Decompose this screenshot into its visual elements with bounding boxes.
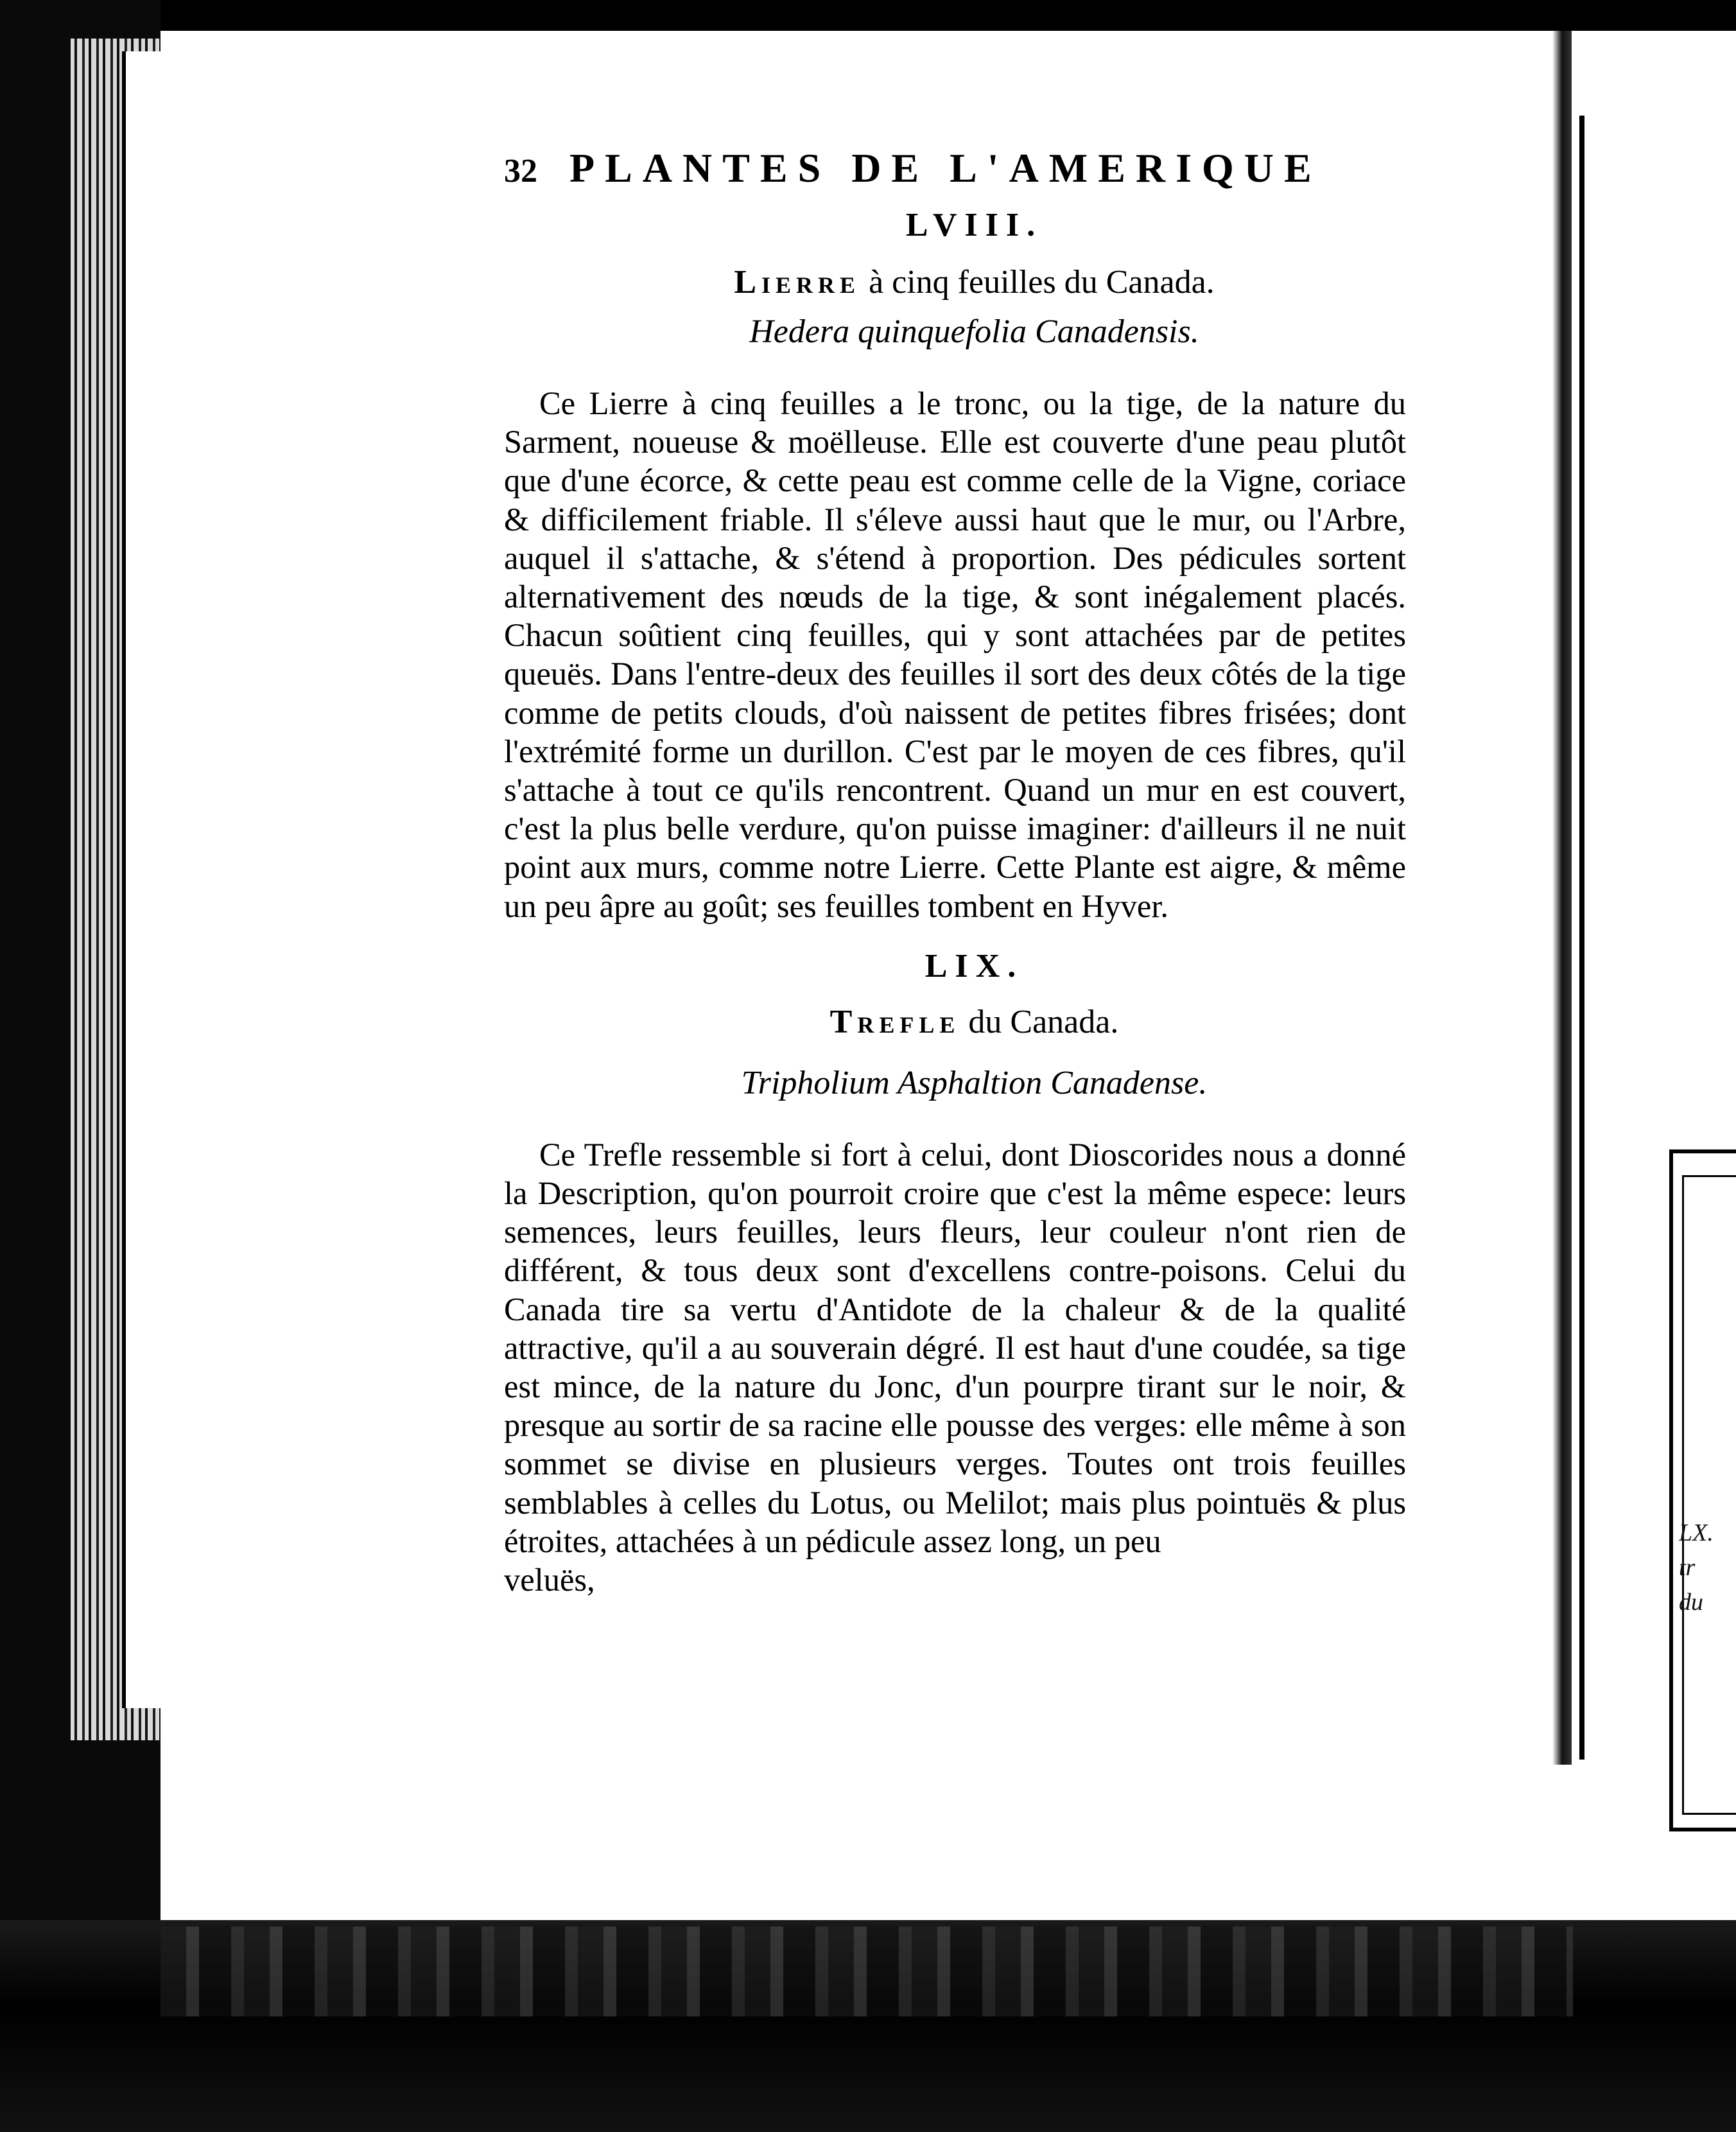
entry-latin-name: Hedera quinquefolia Canadensis. bbox=[749, 313, 1199, 350]
entry-numeral: LIX. bbox=[924, 947, 1024, 984]
page-number: 32 bbox=[504, 153, 537, 189]
entry-name-rest: à cinq feuilles du Canada. bbox=[860, 264, 1215, 301]
page-text-block bbox=[504, 138, 1406, 1599]
scan-bottom-noise bbox=[161, 1927, 1573, 2016]
plate-caption-line: LX. bbox=[1679, 1519, 1714, 1546]
plate-caption-line: tr bbox=[1679, 1554, 1696, 1581]
entry-name-rest: du Canada. bbox=[960, 1003, 1119, 1040]
book-gutter bbox=[1552, 31, 1572, 1765]
entry-name-smallcaps: Trefle bbox=[829, 1003, 960, 1040]
entry-name-smallcaps: Lierre bbox=[734, 264, 861, 301]
book-inner-margin bbox=[122, 51, 164, 1708]
running-title: PLANTES DE L'AMERIQUE bbox=[569, 145, 1322, 191]
plate-frame-inner bbox=[1682, 1175, 1736, 1815]
plate-caption bbox=[1679, 1516, 1736, 1620]
catchword: veluës, bbox=[504, 1562, 595, 1598]
entry-paragraph: Ce Trefle ressemble si fort à celui, dont Dioscorides nous a donné la Description, qu'on pourroit croire que c'est la même espece: leurs semences, leurs feuilles, leurs fleurs, leur couleur n'ont rien de différent, & tous deux sont d'excellens contre-poisons. Celui du Canada tire sa vertu d'Antidote de la chaleur & de la qualité attractive, qu'il a au souverain dégré. Il est haut d'une coudée, sa tige est mince, de la nature du Jonc, d'un pourpre tirant sur le noir, & presque au sortir de sa racine elle pousse des verges: elle même à son sommet se divise en plusieurs verges. Toutes ont trois feuilles semblables à celles du Lotus, ou Melilot; mais plus pointuës & plus étroites, attachées à un pédicule assez long, un peu bbox=[504, 1136, 1406, 1559]
plate-caption-line: du bbox=[1679, 1589, 1703, 1616]
gutter-shadow bbox=[1579, 116, 1584, 1760]
entry-numeral: LVIII. bbox=[905, 207, 1043, 243]
running-head bbox=[504, 144, 1406, 192]
entry-name bbox=[542, 263, 1406, 301]
scan-top-edge bbox=[0, 0, 1736, 31]
entry-description bbox=[504, 384, 1406, 925]
entry-paragraph: Ce Lierre à cinq feuilles a le tronc, ou la tige, de la nature du Sarment, noueuse & moëlleuse. Elle est couverte d'une peau plutôt que d'une écorce, & cette peau est comme celle de la Vigne, coriace & difficilement friable. Il s'éleve aussi haut que le mur, ou l'Arbre, auquel il s'attache, & s'étend à proportion. Des pédicules sortent alternativement des nœuds de la tige, & sont inégalement placés. Chacun soûtient cinq feuilles, qui y sont attachées par de petites queuës. Dans l'entre-deux des feuilles il sort des deux côtés de la tige comme de petits clouds, d'où naissent de petites fibres frisées; dont l'extrémité forme un durillon. C'est par le moyen de ces fibres, qu'il s'attache à tout ce qu'ils rencontrent. Quand un mur en est couvert, c'est la plus belle verdure, qu'on puisse imaginer: d'ailleurs il ne nuit point aux murs, comme notre Lierre. Cette Plante est aigre, & même un peu âpre au goût; ses feuilles tombent en Hyver. bbox=[504, 385, 1406, 924]
entry-name bbox=[542, 1003, 1406, 1041]
entry-description bbox=[504, 1135, 1406, 1599]
entry-latin-name: Tripholium Asphaltion Canadense. bbox=[741, 1064, 1208, 1101]
